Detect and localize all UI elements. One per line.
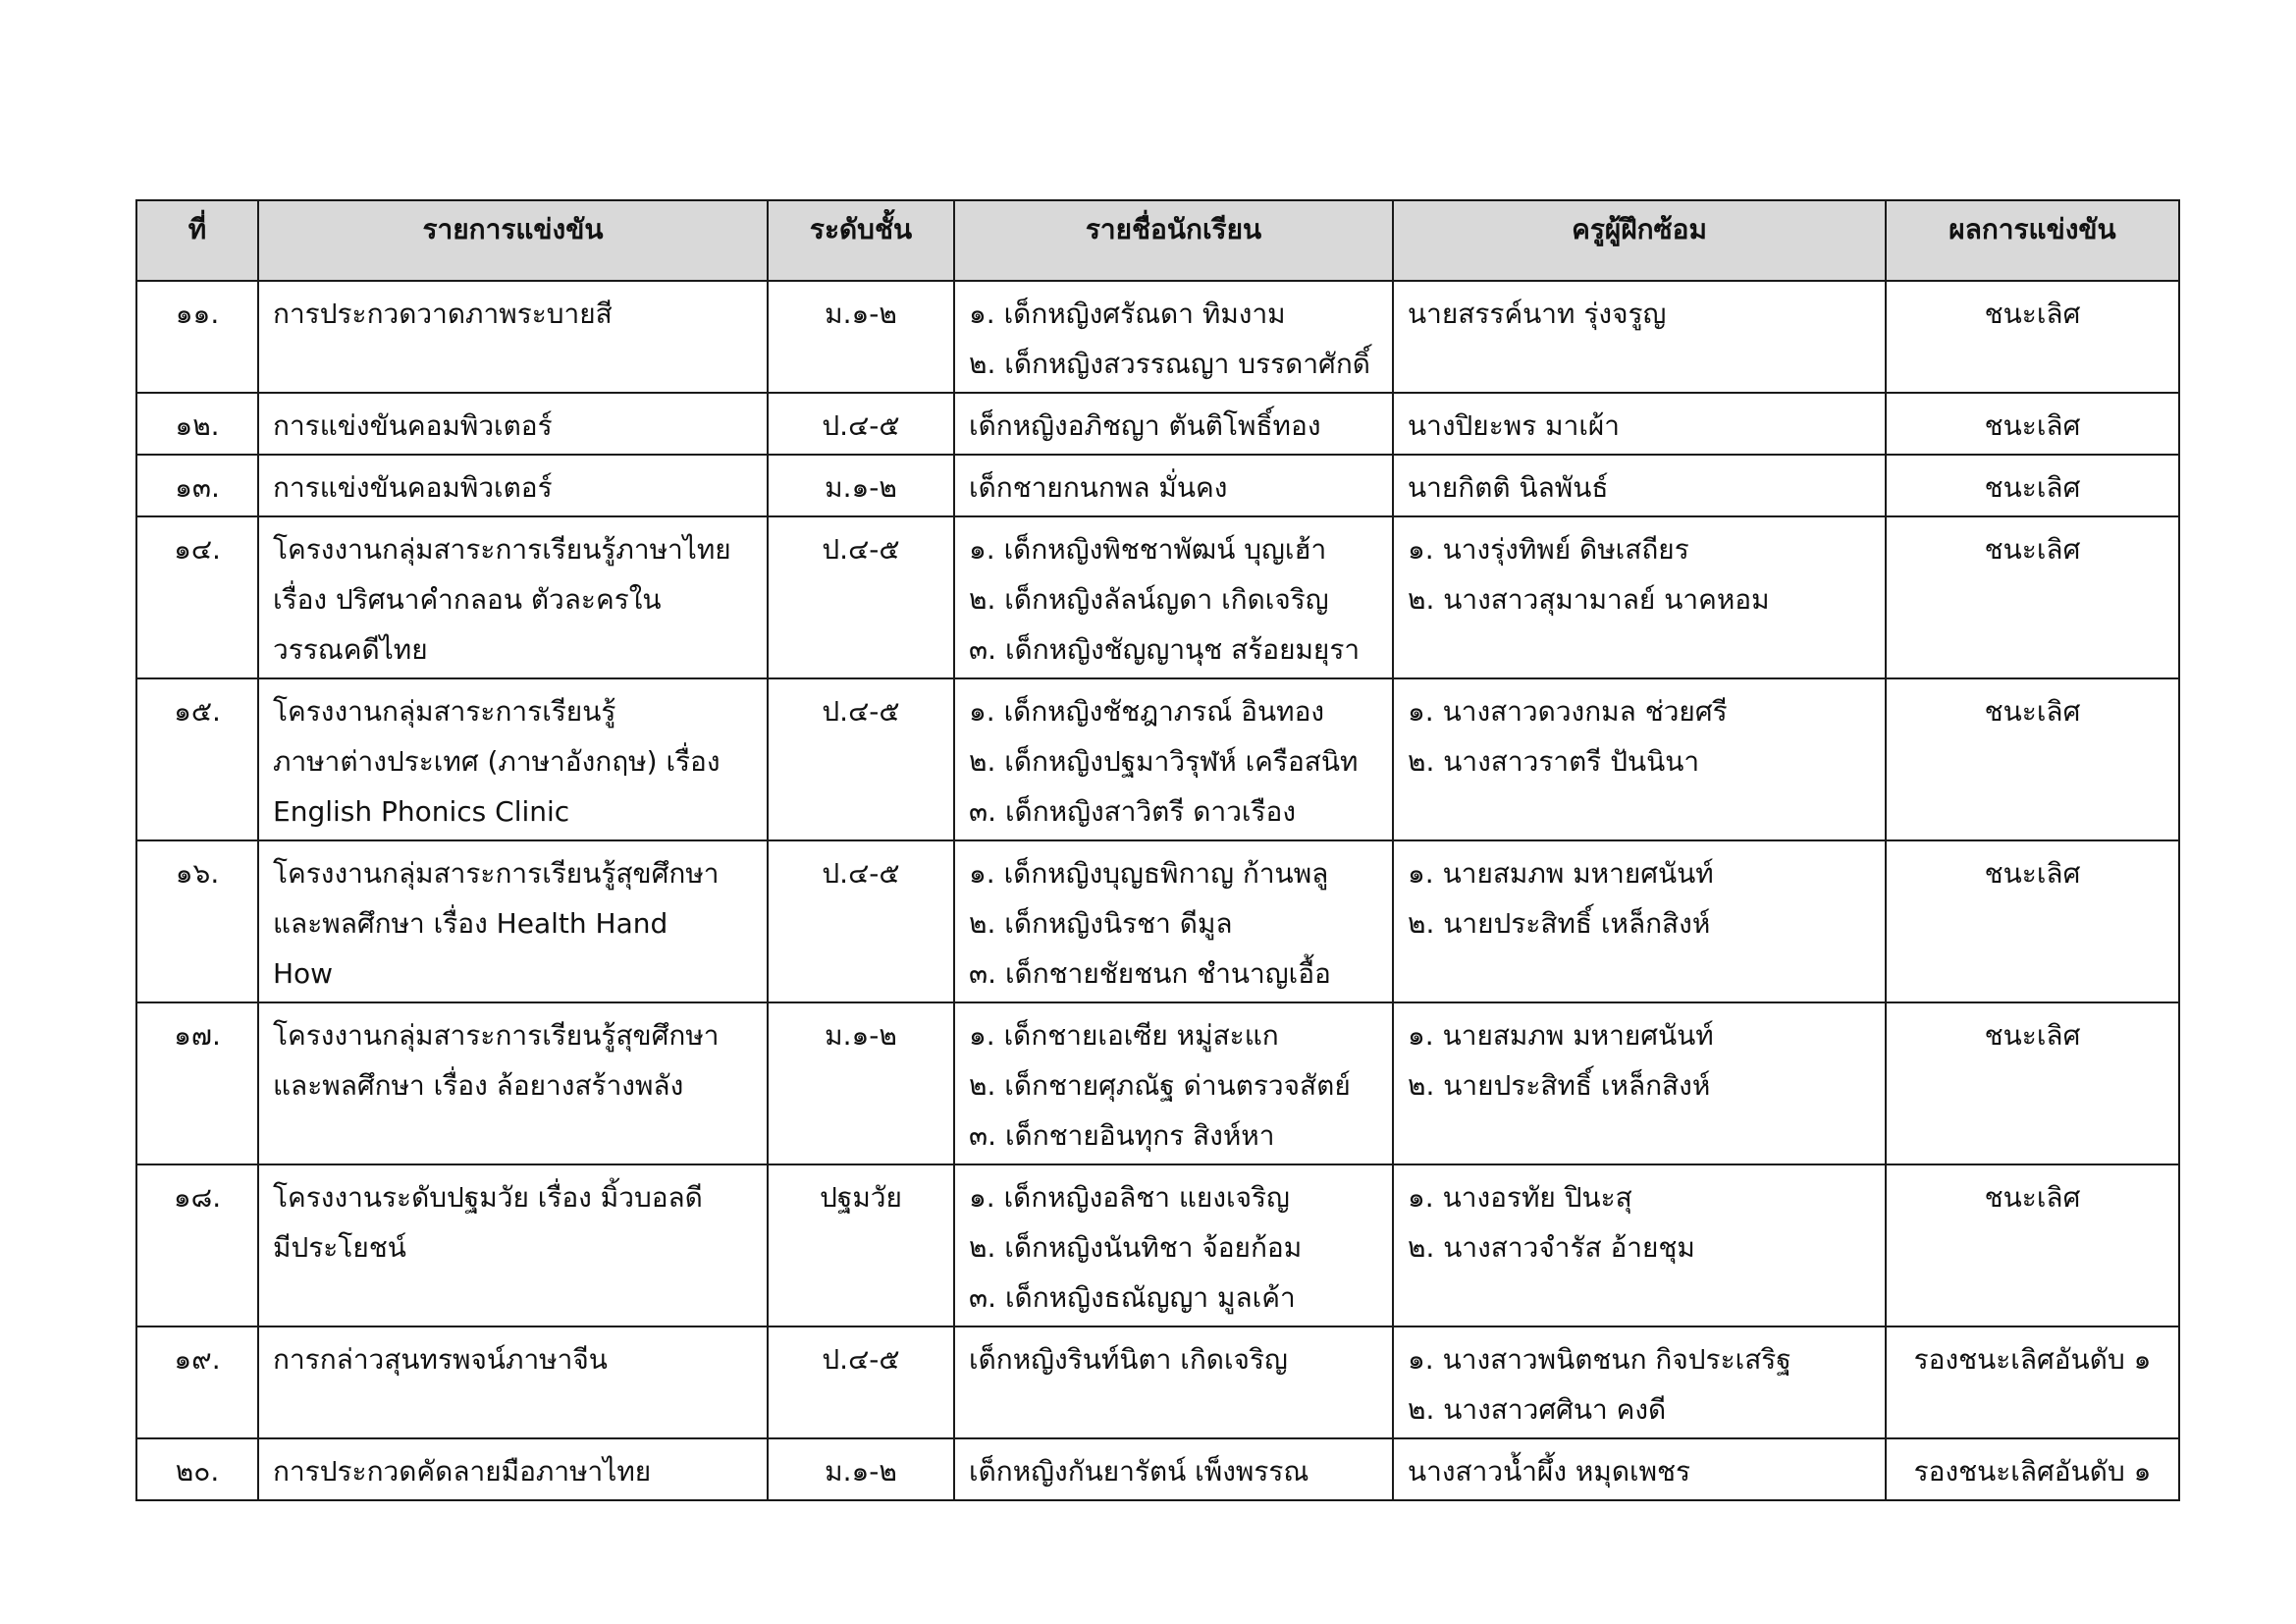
row-number: ๒๐. [175,1455,220,1488]
cell-coaches [1393,1326,1886,1438]
student-name: ๒. เด็กชายศุภณัฐ ด่านตรวจสัตย์ [969,1069,1351,1102]
result-text: รองชนะเลิศอันดับ ๑ [1913,1455,2152,1488]
cell-no [136,840,258,1002]
table-row [136,678,2179,840]
row-number: ๑๔. [174,533,221,566]
event-line: เรื่อง ปริศนาคำกลอน ตัวละครใน [273,583,662,616]
student-name: ๓. เด็กชายชัยชนก ชำนาญเอื้อ [969,957,1331,990]
level-text: ม.๑-๒ [825,1019,897,1052]
cell-result [1886,1164,2179,1326]
cell-result [1886,840,2179,1002]
cell-event [258,1326,768,1438]
level-text: ป.๔-๕ [822,409,900,442]
cell-coaches [1393,455,1886,516]
event-line: โครงงานกลุ่มสาระการเรียนรู้สุขศึกษา [273,857,720,890]
student-name: ๒. เด็กหญิงนันทิชา จ้อยก้อม [969,1231,1303,1264]
cell-coaches [1393,516,1886,678]
cell-coaches [1393,840,1886,1002]
header-coaches: ครูผู้ฝึกซ้อม [1393,200,1886,281]
cell-students [954,516,1393,678]
row-number: ๑๙. [174,1343,221,1376]
cell-coaches [1393,1164,1886,1326]
event-line: โครงงานกลุ่มสาระการเรียนรู้สุขศึกษา [273,1019,720,1052]
cell-level [768,1002,954,1164]
event-line: การประกวดคัดลายมือภาษาไทย [273,1455,652,1488]
table-row [136,393,2179,455]
cell-no [136,393,258,455]
student-name: ๑. เด็กชายเอเซีย หมู่สะแก [969,1019,1279,1052]
cell-result [1886,455,2179,516]
cell-students [954,393,1393,455]
table-row [136,281,2179,393]
table-header [136,200,2179,281]
cell-students [954,840,1393,1002]
cell-no [136,455,258,516]
coach-name: ๑. นายสมภพ มหายศนันท์ [1408,1019,1714,1052]
coach-name: ๒. นายประสิทธิ์ เหล็กสิงห์ [1408,1069,1711,1102]
result-text: ชนะเลิศ [1984,471,2081,504]
table-body [136,281,2179,1500]
result-text: ชนะเลิศ [1984,409,2081,442]
coach-name: นายกิตติ นิลพันธ์ [1408,471,1609,504]
cell-students [954,1438,1393,1500]
coach-name: ๒. นางสาวศศินา คงดี [1408,1393,1667,1426]
result-text: ชนะเลิศ [1984,695,2081,728]
cell-no [136,1326,258,1438]
cell-coaches [1393,1438,1886,1500]
table-row [136,840,2179,1002]
level-text: ม.๑-๒ [825,298,897,330]
coach-name: ๑. นางสาวดวงกมล ช่วยศรี [1408,695,1728,728]
cell-no [136,1164,258,1326]
cell-students [954,678,1393,840]
student-name: ๑. เด็กหญิงบุญธพิกาญ ก้านพลู [969,857,1329,890]
cell-level [768,393,954,455]
event-line: การแข่งขันคอมพิวเตอร์ [273,471,553,504]
student-name: ๒. เด็กหญิงปฐมาวิรุฬห์ เครือสนิท [969,745,1359,778]
header-no: ที่ [136,200,258,281]
event-line: ภาษาต่างประเทศ (ภาษาอังกฤษ) เรื่อง [273,745,721,778]
row-number: ๑๓. [175,471,220,504]
coach-name: ๒. นางสาวราตรี ปันนินา [1408,745,1700,778]
event-line: การประกวดวาดภาพระบายสี [273,298,613,330]
cell-no [136,516,258,678]
event-line: โครงงานระดับปฐมวัย เรื่อง มิ้วบอลดี [273,1181,703,1214]
result-text: ชนะเลิศ [1984,1019,2081,1052]
event-line: และพลศึกษา เรื่อง ล้อยางสร้างพลัง [273,1069,684,1102]
cell-result [1886,516,2179,678]
cell-level [768,678,954,840]
level-text: ม.๑-๒ [825,1455,897,1488]
result-text: ชนะเลิศ [1984,857,2081,890]
event-line: การกล่าวสุนทรพจน์ภาษาจีน [273,1343,608,1376]
cell-result [1886,1326,2179,1438]
cell-level [768,1326,954,1438]
cell-event [258,455,768,516]
student-name: ๓. เด็กหญิงสาวิตรี ดาวเรือง [969,795,1297,828]
coach-name: ๒. นางสาวจำรัส อ้ายชุม [1408,1231,1695,1264]
cell-event [258,1002,768,1164]
level-text: ป.๔-๕ [822,857,900,890]
coach-name: ๑. นางอรทัย ปินะสุ [1408,1181,1632,1214]
event-line: และพลศึกษา เรื่อง Health Hand [273,907,668,940]
cell-students [954,1164,1393,1326]
level-text: ม.๑-๒ [825,471,897,504]
cell-no [136,1002,258,1164]
cell-coaches [1393,393,1886,455]
student-name: ๓. เด็กหญิงชัญญานุช สร้อยมยุรา [969,633,1361,666]
student-name: ๒. เด็กหญิงลัลน์ญดา เกิดเจริญ [969,583,1329,616]
cell-level [768,1438,954,1500]
row-number: ๑๑. [175,298,220,330]
result-text: รองชนะเลิศอันดับ ๑ [1913,1343,2152,1376]
cell-students [954,455,1393,516]
cell-level [768,281,954,393]
student-name: ๒. เด็กหญิงนิรชา ดีมูล [969,907,1233,940]
student-name: ๑. เด็กหญิงพิชชาพัฒน์ บุญเฮ้า [969,533,1327,566]
header-row [136,200,2179,281]
student-name: ๓. เด็กหญิงธณัญญา มูลเค้า [969,1281,1296,1314]
cell-level [768,840,954,1002]
cell-no [136,1438,258,1500]
event-line: โครงงานกลุ่มสาระการเรียนรู้ [273,695,616,728]
table-row [136,1002,2179,1164]
coach-name: นายสรรค์นาท รุ่งจรูญ [1408,298,1667,330]
table-row [136,1164,2179,1326]
cell-level [768,516,954,678]
event-line: How [273,957,334,990]
coach-name: นางสาวน้ำผึ้ง หมุดเพชร [1408,1455,1691,1488]
coach-name: ๑. นางสาวพนิตชนก กิจประเสริฐ [1408,1343,1791,1376]
cell-students [954,1326,1393,1438]
row-number: ๑๒. [175,409,220,442]
event-line: มีประโยชน์ [273,1231,406,1264]
level-text: ป.๔-๕ [822,533,900,566]
header-level: ระดับชั้น [768,200,954,281]
cell-students [954,281,1393,393]
student-name: ๓. เด็กชายอินทุกร สิงห์หา [969,1119,1275,1152]
coach-name: ๒. นายประสิทธิ์ เหล็กสิงห์ [1408,907,1711,940]
row-number: ๑๘. [173,1181,222,1214]
event-line: วรรณคดีไทย [273,633,428,666]
coach-name: ๑. นางรุ่งทิพย์ ดิษเสถียร [1408,533,1689,566]
cell-no [136,281,258,393]
coach-name: นางปิยะพร มาเผ้า [1408,409,1621,442]
cell-event [258,1164,768,1326]
results-table [135,199,2180,1501]
cell-no [136,678,258,840]
student-name: ๑. เด็กหญิงศรัณดา ทิมงาม [969,298,1286,330]
cell-result [1886,678,2179,840]
table-row [136,1438,2179,1500]
cell-students [954,1002,1393,1164]
student-name: ๑. เด็กหญิงอลิชา แยงเจริญ [969,1181,1290,1214]
cell-result [1886,281,2179,393]
header-students: รายชื่อนักเรียน [954,200,1393,281]
student-name: เด็กชายกนกพล มั่นคง [969,471,1228,504]
cell-coaches [1393,281,1886,393]
cell-event [258,281,768,393]
event-line: โครงงานกลุ่มสาระการเรียนรู้ภาษาไทย [273,533,731,566]
cell-event [258,840,768,1002]
cell-coaches [1393,678,1886,840]
row-number: ๑๖. [175,857,220,890]
cell-event [258,678,768,840]
header-event: รายการแข่งขัน [258,200,768,281]
cell-coaches [1393,1002,1886,1164]
level-text: ปฐมวัย [820,1181,902,1214]
cell-level [768,1164,954,1326]
table-row [136,1326,2179,1438]
cell-event [258,393,768,455]
row-number: ๑๕. [174,695,221,728]
cell-result [1886,393,2179,455]
student-name: ๒. เด็กหญิงสวรรณญา บรรดาศักดิ์ [969,348,1370,380]
table-row [136,516,2179,678]
coach-name: ๑. นายสมภพ มหายศนันท์ [1408,857,1714,890]
event-line: การแข่งขันคอมพิวเตอร์ [273,409,553,442]
result-text: ชนะเลิศ [1984,533,2081,566]
result-text: ชนะเลิศ [1984,1181,2081,1214]
student-name: เด็กหญิงรินท์นิตา เกิดเจริญ [969,1343,1288,1376]
student-name: ๑. เด็กหญิงชัชฎาภรณ์ อินทอง [969,695,1325,728]
student-name: เด็กหญิงกันยารัตน์ เพ็งพรรณ [969,1455,1309,1488]
cell-result [1886,1002,2179,1164]
student-name: เด็กหญิงอภิชญา ตันติโพธิ์ทอง [969,409,1321,442]
cell-level [768,455,954,516]
cell-result [1886,1438,2179,1500]
table-row [136,455,2179,516]
level-text: ป.๔-๕ [822,1343,900,1376]
cell-event [258,1438,768,1500]
row-number: ๑๗. [174,1019,221,1052]
event-line: English Phonics Clinic [273,795,570,828]
header-result: ผลการแข่งขัน [1886,200,2179,281]
cell-event [258,516,768,678]
level-text: ป.๔-๕ [822,695,900,728]
coach-name: ๒. นางสาวสุมามาลย์ นาคหอม [1408,583,1770,616]
result-text: ชนะเลิศ [1984,298,2081,330]
